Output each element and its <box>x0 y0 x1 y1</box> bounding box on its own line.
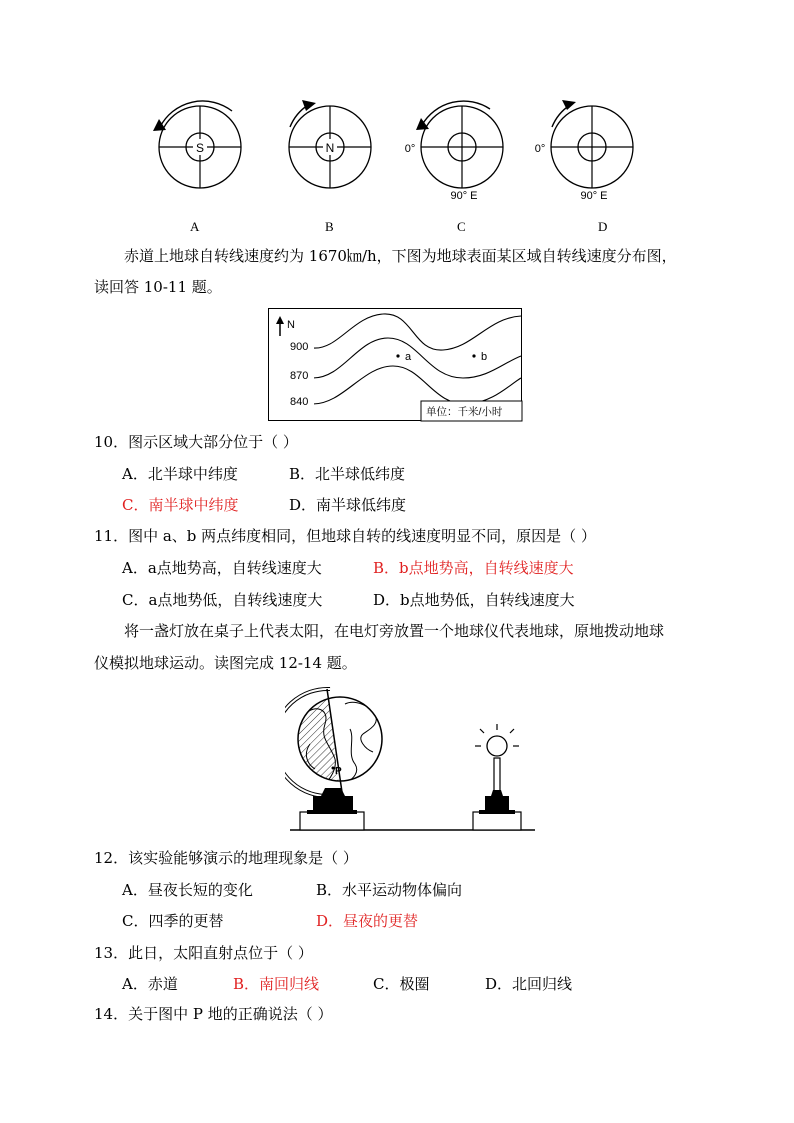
q13-option-b[interactable]: B．南回归线 <box>233 975 320 993</box>
q12-option-d[interactable]: D．昼夜的更替 <box>316 912 419 930</box>
zero-label: 0° <box>534 143 546 155</box>
q11-option-b[interactable]: B．b点地势高，自转线速度大 <box>373 559 574 577</box>
center-label: S <box>195 141 205 155</box>
globe <box>285 684 382 794</box>
q13-option-c[interactable]: C．极圈 <box>373 975 430 993</box>
meridian-label: 90° E <box>580 190 608 200</box>
q11-stem: 11．图中 a、b 两点纬度相同，但地球自转的线速度明显不同，原因是（ ） <box>94 527 596 545</box>
q13-stem: 13．此日，太阳直射点位于（ ） <box>94 944 313 962</box>
caption-b: B <box>325 219 334 234</box>
globe-a <box>153 101 241 188</box>
north-label: N <box>287 319 295 331</box>
globe-b <box>289 100 371 188</box>
caption-a: A <box>190 219 200 234</box>
globe-c <box>405 101 503 200</box>
unit-label: 单位：千米/小时 <box>426 406 503 418</box>
q10-option-a[interactable]: A．北半球中纬度 <box>122 465 238 483</box>
intro-2-line-2: 仪模拟地球运动。读图完成 12-14 题。 <box>94 654 357 672</box>
p-label: P <box>335 766 342 777</box>
q12-option-c[interactable]: C．四季的更替 <box>122 912 224 930</box>
globe-lamp-experiment <box>285 684 540 836</box>
rotation-arrow <box>562 100 576 110</box>
svg-text:870: 870 <box>290 370 309 382</box>
q11-option-d[interactable]: D．b点地势低，自转线速度大 <box>373 591 575 609</box>
q11-option-a[interactable]: A．a点地势高，自转线速度大 <box>122 559 322 577</box>
q10-stem: 10．图示区域大部分位于（ ） <box>94 433 298 451</box>
rotation-diagrams <box>140 95 650 200</box>
q12-stem: 12．该实验能够演示的地理现象是（ ） <box>94 849 358 867</box>
q11-option-c[interactable]: C．a点地势低，自转线速度大 <box>122 591 323 609</box>
q12-option-a[interactable]: A．昼夜长短的变化 <box>122 881 253 899</box>
q13-option-d[interactable]: D．北回归线 <box>485 975 573 993</box>
q14-stem: 14．关于图中 P 地的正确说法（ ） <box>94 1005 333 1023</box>
caption-d: D <box>598 219 608 234</box>
q12-option-b[interactable]: B．水平运动物体偏向 <box>316 881 463 899</box>
lamp <box>473 724 521 830</box>
sun-icon <box>487 736 507 756</box>
point-b <box>472 354 475 357</box>
q10-option-c[interactable]: C．南半球中纬度 <box>122 496 239 514</box>
speed-distribution-map <box>268 308 524 422</box>
globe-d <box>535 100 633 200</box>
center-label: N <box>325 141 335 155</box>
svg-text:840: 840 <box>290 396 309 408</box>
zero-label: 0° <box>404 143 416 155</box>
q10-option-b[interactable]: B．北半球低纬度 <box>289 465 406 483</box>
intro-2-line-1: 将一盏灯放在桌子上代表太阳，在电灯旁放置一个地球仪代表地球，原地拨动地球 <box>124 622 665 640</box>
caption-c: C <box>457 219 466 234</box>
svg-text:b: b <box>481 351 488 363</box>
q13-option-a[interactable]: A．赤道 <box>122 975 178 993</box>
intro-1-line-1: 赤道上地球自转线速度约为 1670㎞/h，下图为地球表面某区域自转线速度分布图， <box>124 247 677 265</box>
q10-option-d[interactable]: D．南半球低纬度 <box>289 496 407 514</box>
meridian-label: 90° E <box>450 190 478 200</box>
point-a <box>396 354 399 357</box>
rotation-arrow <box>416 118 429 130</box>
svg-text:900: 900 <box>290 341 309 353</box>
svg-text:a: a <box>405 351 412 363</box>
intro-1-line-2: 读回答 10-11 题。 <box>94 278 222 296</box>
